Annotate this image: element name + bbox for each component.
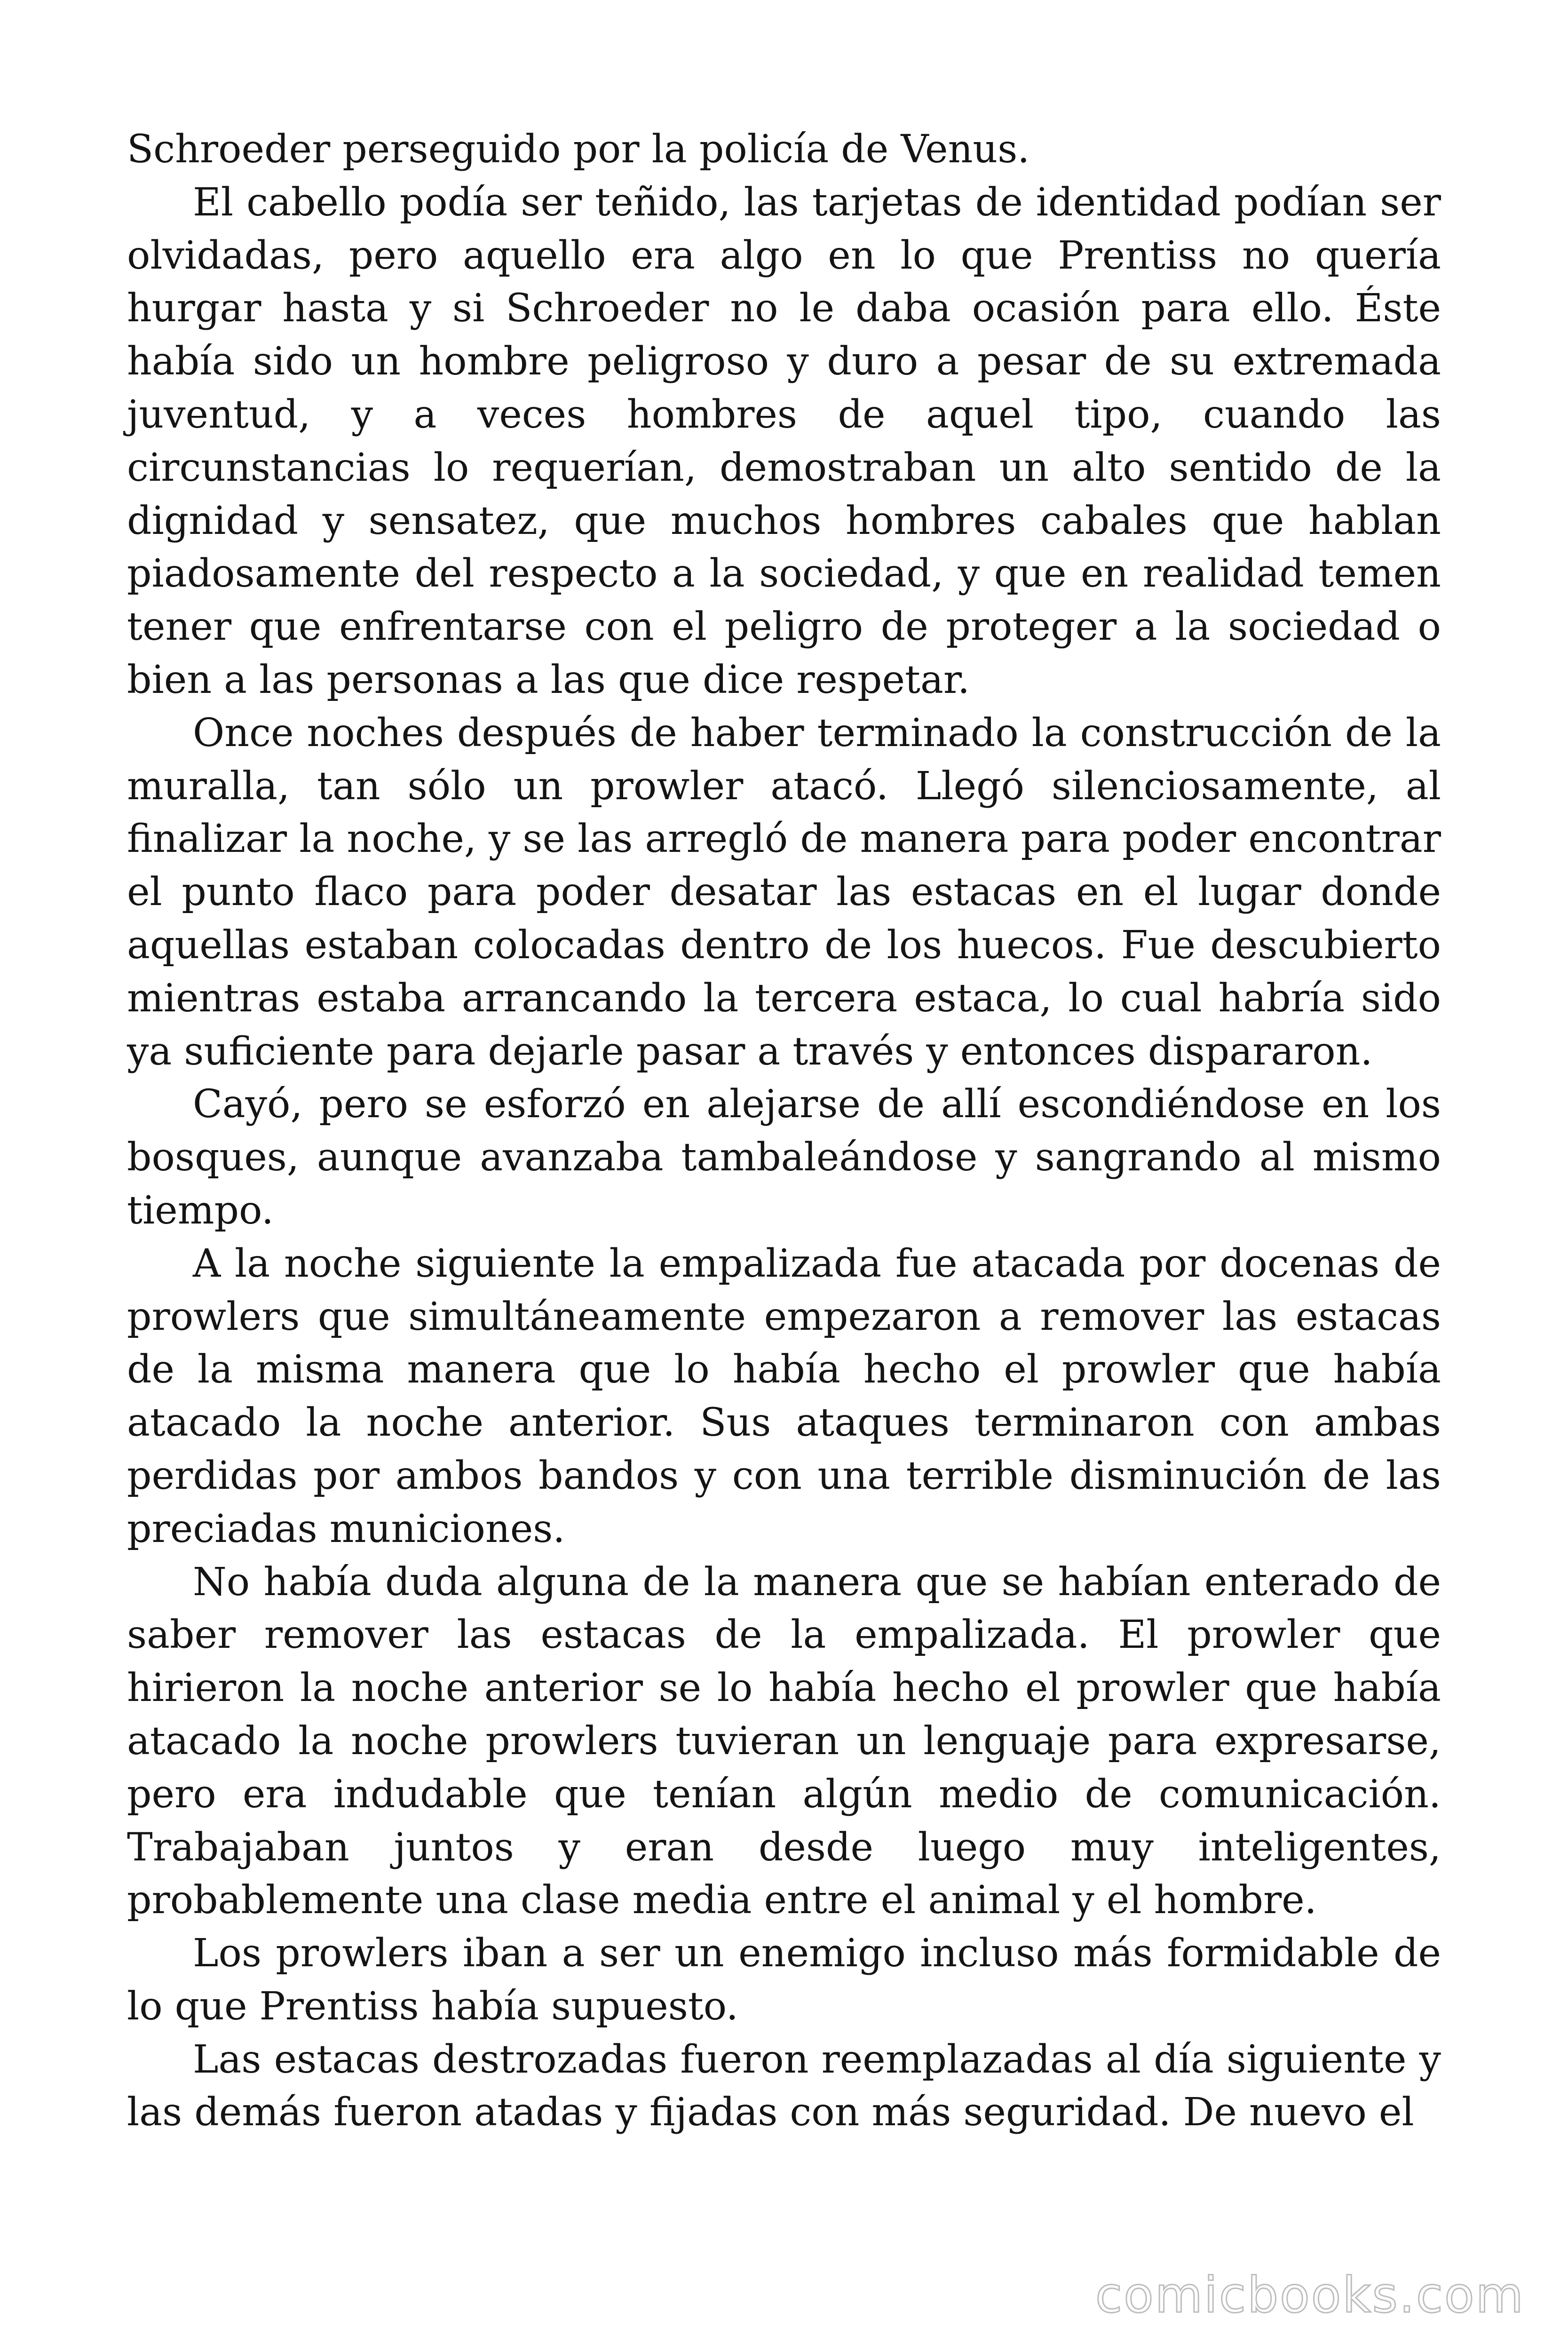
paragraph-5: A la noche siguiente la empalizada fue atacada por docenas de prowlers que simultáneamente empezaron a remover las estacas de la misma manera que lo había hecho el prowler que había atacado la noche anterior. Sus ataques terminaron con ambas perdidas por ambos bandos y con una terrible disminución de las preciadas municiones. <box>127 1241 1441 1551</box>
page-body <box>127 123 1441 2139</box>
paragraph-3: Once noches después de haber terminado la construcción de la muralla, tan sólo un prowler atacó. Llegó silenciosamente, al finalizar la noche, y se las arregló de manera para poder encontrar el punto flaco para poder desatar las estacas en el lugar donde aquellas estaban colocadas dentro de los huecos. Fue descubierto mientras estaba arrancando la tercera estaca, lo cual habría sido ya suficiente para dejarle pasar a través y entonces dispararon. <box>127 710 1441 1074</box>
paragraph-1: Schroeder perseguido por la policía de Venus. <box>127 127 1030 172</box>
paragraph-7: Los prowlers iban a ser un enemigo incluso más formidable de lo que Prentiss había supuesto. <box>127 1931 1441 2029</box>
paragraph-4: Cayó, pero se esforzó en alejarse de allí escondiéndose en los bosques, aunque avanzaba tambaleándose y sangrando al mismo tiempo. <box>127 1082 1441 1233</box>
paragraph-2: El cabello podía ser teñido, las tarjetas de identidad podían ser olvidadas, pero aquello era algo en lo que Prentiss no quería hurgar hasta y si Schroeder no le daba ocasión para ello. Éste había sido un hombre peligroso y duro a pesar de su extremada juventud, y a veces hombres de aquel tipo, cuando las circunstancias lo requerían, demostraban un alto sentido de la dignidad y sensatez, que muchos hombres cabales que hablan piadosamente del respecto a la sociedad, y que en realidad temen tener que enfrentarse con el peligro de proteger a la sociedad o bien a las personas a las que dice respetar. <box>127 180 1441 702</box>
paragraph-6: No había duda alguna de la manera que se habían enterado de saber remover las estacas de la empalizada. El prowler que hirieron la noche anterior se lo había hecho el prowler que había atacado la noche prowlers tuvieran un lenguaje para expresarse, pero era indudable que tenían algún medio de comunicación. Trabajaban juntos y eran desde luego muy inteligentes, probablemente una clase media entre el animal y el hombre. <box>127 1559 1441 1923</box>
watermark-logo: comicbooks.com <box>1095 2266 1525 2324</box>
paragraph-8: Las estacas destrozadas fueron reemplazadas al día siguiente y las demás fueron atadas y fijadas con más seguridad. De nuevo el <box>127 2037 1441 2135</box>
